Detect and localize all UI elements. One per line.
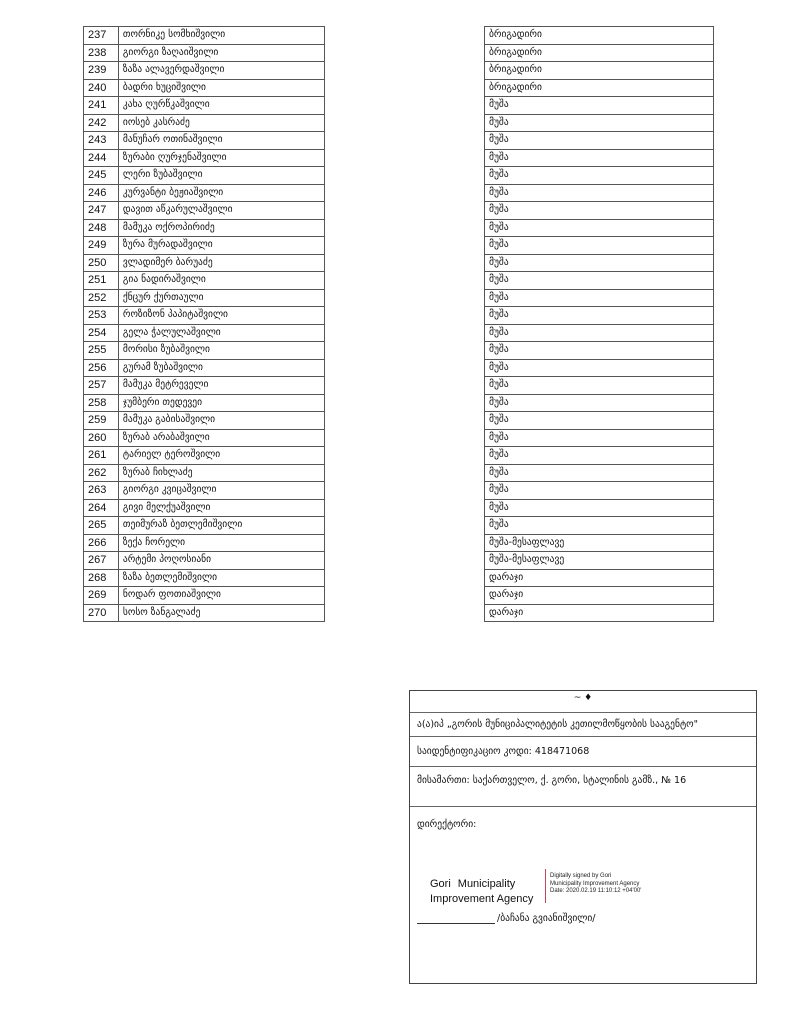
role-row	[485, 184, 714, 202]
role-row	[485, 114, 714, 132]
employee-role: მუშა	[485, 377, 714, 395]
row-number: 256	[84, 359, 119, 377]
employee-role: მუშა	[485, 342, 714, 360]
employee-row	[84, 167, 325, 185]
employee-row	[84, 79, 325, 97]
row-number: 258	[84, 394, 119, 412]
logo-word-municipality: Municipality	[457, 878, 516, 890]
employee-name: მამუკა ოქროპირიძე	[118, 219, 324, 237]
row-number: 264	[84, 499, 119, 517]
signature-blank-line	[417, 923, 495, 924]
row-number: 270	[84, 604, 119, 622]
row-number: 242	[84, 114, 119, 132]
role-row	[485, 464, 714, 482]
employee-row	[84, 377, 325, 395]
logo-word-gori: Gori	[430, 878, 451, 890]
signature-detail-line: Digitally signed by Gori	[550, 873, 612, 879]
row-number: 246	[84, 184, 119, 202]
employee-role: დარაჯი	[485, 604, 714, 622]
signature-divider	[545, 869, 546, 903]
employee-role: მუშა	[485, 324, 714, 342]
employee-row	[84, 429, 325, 447]
row-number: 245	[84, 167, 119, 185]
employee-role: მუშა	[485, 307, 714, 325]
row-number: 243	[84, 132, 119, 150]
employee-name: ბადრი ხუციშვილი	[118, 79, 324, 97]
row-number: 266	[84, 534, 119, 552]
row-number: 238	[84, 44, 119, 62]
employee-row	[84, 149, 325, 167]
row-number: 259	[84, 412, 119, 430]
employee-name: მამუკა მეტრეველი	[118, 377, 324, 395]
employee-name: როზიზონ პაპიტაშვილი	[118, 307, 324, 325]
row-number: 261	[84, 447, 119, 465]
row-number: 244	[84, 149, 119, 167]
employee-row	[84, 517, 325, 535]
employee-name: გელა ჭალულაშვილი	[118, 324, 324, 342]
employee-name: ზურაბ ჩიხლაძე	[118, 464, 324, 482]
employee-row	[84, 202, 325, 220]
signature-detail-line: Municipality Improvement Agency	[550, 880, 640, 887]
employee-row	[84, 272, 325, 290]
employee-name: გივი მელქუაშვილი	[118, 499, 324, 517]
role-row	[485, 429, 714, 447]
identification-code: საიდენტიფიკაციო კოდი: 418471068	[410, 737, 756, 767]
employee-role: მუშა	[485, 114, 714, 132]
employee-row	[84, 359, 325, 377]
organization-name: ა(ა)იპ „გორის მუნიციპალიტეტის კეთილმოწყობის სააგენტო"	[410, 713, 756, 737]
role-row	[485, 62, 714, 80]
employee-name: ზექა ჩორელი	[118, 534, 324, 552]
employee-row	[84, 62, 325, 80]
role-row	[485, 202, 714, 220]
row-number: 250	[84, 254, 119, 272]
employee-names-table	[83, 26, 325, 622]
row-number: 268	[84, 569, 119, 587]
employee-roles-table	[484, 26, 714, 622]
employee-row	[84, 394, 325, 412]
role-row	[485, 149, 714, 167]
employee-role: მუშა	[485, 412, 714, 430]
role-row	[485, 167, 714, 185]
employee-name: ზურა მურადაშვილი	[118, 237, 324, 255]
employee-role: მუშა	[485, 359, 714, 377]
employee-name: თორნიკე სომხიშვილი	[118, 27, 324, 45]
logo-line-agency: Improvement Agency	[430, 893, 534, 905]
employee-name: მორისი ზუბაშვილი	[118, 342, 324, 360]
stamp-header-mark: ~ ♦	[410, 691, 756, 713]
employee-role: ბრიგადირი	[485, 27, 714, 45]
row-number: 262	[84, 464, 119, 482]
employee-name: გიორგი ზაღაიშვილი	[118, 44, 324, 62]
employee-name: ვლადიმერ ბარუაძე	[118, 254, 324, 272]
director-label: დირექტორი:	[417, 819, 477, 830]
employee-role: მუშა	[485, 237, 714, 255]
role-row	[485, 552, 714, 570]
employee-row	[84, 587, 325, 605]
row-number: 248	[84, 219, 119, 237]
employee-role: მუშა	[485, 517, 714, 535]
row-number: 251	[84, 272, 119, 290]
employee-row	[84, 604, 325, 622]
employee-role: მუშა	[485, 289, 714, 307]
role-row	[485, 324, 714, 342]
row-number: 257	[84, 377, 119, 395]
row-number: 241	[84, 97, 119, 115]
role-row	[485, 237, 714, 255]
employee-role: დარაჯი	[485, 569, 714, 587]
employee-name: მამუკა გაბისაშვილი	[118, 412, 324, 430]
employee-role: მუშა	[485, 272, 714, 290]
employee-row	[84, 132, 325, 150]
employee-name: გურამ ზუბაშვილი	[118, 359, 324, 377]
employee-role: მუშა	[485, 447, 714, 465]
employee-name: არტემი პოღოსიანი	[118, 552, 324, 570]
employee-row	[84, 44, 325, 62]
role-row	[485, 569, 714, 587]
signature-footer	[417, 913, 595, 924]
role-row	[485, 447, 714, 465]
employee-row	[84, 114, 325, 132]
role-row	[485, 604, 714, 622]
employee-row	[84, 237, 325, 255]
role-row	[485, 517, 714, 535]
role-row	[485, 307, 714, 325]
row-number: 255	[84, 342, 119, 360]
employee-row	[84, 499, 325, 517]
role-row	[485, 394, 714, 412]
row-number: 253	[84, 307, 119, 325]
employee-name: ნოდარ ფოთიაშვილი	[118, 587, 324, 605]
role-row	[485, 272, 714, 290]
employee-row	[84, 219, 325, 237]
employee-role: მუშა	[485, 167, 714, 185]
employee-row	[84, 342, 325, 360]
row-number: 249	[84, 237, 119, 255]
row-number: 240	[84, 79, 119, 97]
organization-address: მისამართი: საქართველო, ქ. გორი, სტალინის გამზ., № 16	[410, 767, 756, 807]
employee-role: დარაჯი	[485, 587, 714, 605]
employee-role: მუშა	[485, 394, 714, 412]
employee-role: მუშა	[485, 184, 714, 202]
signature-logo	[430, 877, 533, 907]
employee-row	[84, 289, 325, 307]
row-number: 263	[84, 482, 119, 500]
role-row	[485, 342, 714, 360]
employee-role: მუშა	[485, 219, 714, 237]
role-row	[485, 359, 714, 377]
employee-row	[84, 534, 325, 552]
employee-name: გიორგი კვიცაშვილი	[118, 482, 324, 500]
digital-signature-details	[550, 873, 641, 896]
row-number: 267	[84, 552, 119, 570]
employee-row	[84, 412, 325, 430]
employee-name: იოსებ კასრაძე	[118, 114, 324, 132]
employee-row	[84, 569, 325, 587]
role-row	[485, 97, 714, 115]
role-row	[485, 44, 714, 62]
employee-role: მუშა	[485, 464, 714, 482]
employee-row	[84, 324, 325, 342]
role-row	[485, 377, 714, 395]
row-number: 265	[84, 517, 119, 535]
signature-detail-line: Date: 2020.02.19 11:10:12 +04'00'	[550, 888, 642, 894]
employee-row	[84, 184, 325, 202]
employee-role: მუშა-მესაფლავე	[485, 534, 714, 552]
role-row	[485, 499, 714, 517]
row-number: 254	[84, 324, 119, 342]
employee-name: კახა ღურწკაშვილი	[118, 97, 324, 115]
role-row	[485, 482, 714, 500]
employee-role: მუშა	[485, 97, 714, 115]
employee-name: დავით აწკარულაშვილი	[118, 202, 324, 220]
role-row	[485, 254, 714, 272]
row-number: 252	[84, 289, 119, 307]
row-number: 237	[84, 27, 119, 45]
row-number: 260	[84, 429, 119, 447]
employee-role: მუშა	[485, 499, 714, 517]
employee-role: ბრიგადირი	[485, 44, 714, 62]
employee-name: კურვანტი ბეჟიაშვილი	[118, 184, 324, 202]
employee-row	[84, 27, 325, 45]
role-row	[485, 219, 714, 237]
role-row	[485, 132, 714, 150]
row-number: 247	[84, 202, 119, 220]
employee-name: ლერი ზუბაშვილი	[118, 167, 324, 185]
role-row	[485, 289, 714, 307]
role-row	[485, 412, 714, 430]
row-number: 239	[84, 62, 119, 80]
role-row	[485, 587, 714, 605]
employee-row	[84, 307, 325, 325]
employee-role: მუშა-მესაფლავე	[485, 552, 714, 570]
employee-role: მუშა	[485, 482, 714, 500]
employee-name: ზურაბი ღურჯენაშვილი	[118, 149, 324, 167]
signer-name: /ბაჩანა გვიანიშვილი/	[497, 913, 596, 924]
employee-row	[84, 464, 325, 482]
employee-name: თეიმურაზ ბეთლემიშვილი	[118, 517, 324, 535]
employee-role: ბრიგადირი	[485, 79, 714, 97]
employee-row	[84, 447, 325, 465]
employee-name: მანუჩარ ოთინაშვილი	[118, 132, 324, 150]
employee-name: გია ნადირაშვილი	[118, 272, 324, 290]
employee-row	[84, 254, 325, 272]
role-row	[485, 79, 714, 97]
employee-name: ქნცურ ქურთაული	[118, 289, 324, 307]
employee-name: ჯუმბერი თედევეი	[118, 394, 324, 412]
employee-role: მუშა	[485, 149, 714, 167]
employee-name: სოსო ზანგალაძე	[118, 604, 324, 622]
employee-name: ტარიელ ტეროშვილი	[118, 447, 324, 465]
employee-name: ზაზა ბეთლემიშვილი	[118, 569, 324, 587]
employee-role: ბრიგადირი	[485, 62, 714, 80]
employee-row	[84, 97, 325, 115]
employee-role: მუშა	[485, 202, 714, 220]
employee-row	[84, 552, 325, 570]
row-number: 269	[84, 587, 119, 605]
employee-role: მუშა	[485, 254, 714, 272]
role-row	[485, 534, 714, 552]
employee-row	[84, 482, 325, 500]
employee-name: ზურაბ არაბაშვილი	[118, 429, 324, 447]
employee-name: ზაზა ალავერდაშვილი	[118, 62, 324, 80]
role-row	[485, 27, 714, 45]
organization-stamp	[409, 690, 757, 984]
employee-role: მუშა	[485, 132, 714, 150]
employee-role: მუშა	[485, 429, 714, 447]
